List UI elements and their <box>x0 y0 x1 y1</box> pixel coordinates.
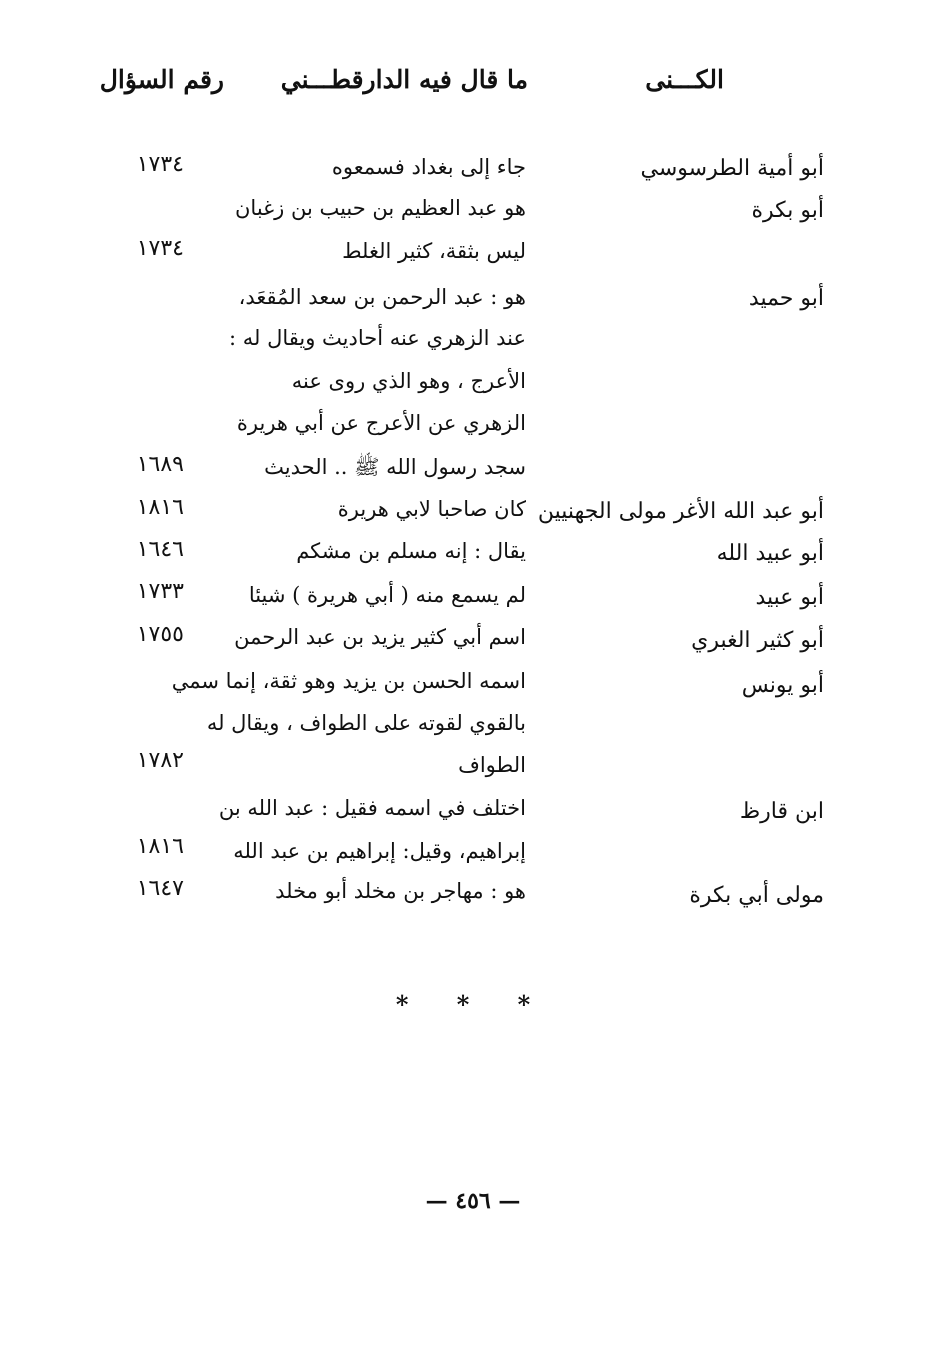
page-number: — ٤٥٦ — <box>425 1188 521 1214</box>
kunya-name: أبو عبيد الله <box>716 541 824 566</box>
daraqutni-statement: عند الزهري عنه أحاديث ويقال له : <box>228 326 526 350</box>
kunya-name: ابن قارظ <box>739 799 824 824</box>
question-number: ١٨١٦ <box>136 495 184 520</box>
kunya-name: أبو عبيد <box>755 585 824 610</box>
daraqutni-statement: هو عبد العظيم بن حبيب بن زغبان <box>235 196 526 220</box>
column-header-question-number: رقم السؤال <box>99 65 224 94</box>
question-number: ١٦٤٦ <box>136 537 184 562</box>
daraqutni-statement: لم يسمع منه ( أبي هريرة ) شيئا <box>248 583 526 607</box>
question-number: ١٧٣٣ <box>136 579 184 604</box>
question-number: ١٧٣٤ <box>136 236 184 261</box>
kunya-name: أبو أمية الطرسوسي <box>640 156 824 181</box>
kunya-name: أبو بكرة <box>751 198 824 223</box>
daraqutni-statement: سجد رسول الله ﷺ .. الحديث <box>264 455 526 479</box>
daraqutni-statement: يقال : إنه مسلم بن مشكم <box>296 539 526 563</box>
kunya-name: مولى أبي بكرة <box>689 883 824 908</box>
kunya-name: أبو كثير الغبري <box>691 628 824 653</box>
question-number: ١٦٤٧ <box>136 876 184 901</box>
daraqutni-statement: ليس بثقة، كثير الغلط <box>342 239 526 263</box>
daraqutni-statement: كان صاحبا لابي هريرة <box>337 497 526 521</box>
daraqutni-statement: الطواف <box>458 753 526 777</box>
kunya-name: أبو عبد الله الأغر مولى الجهنيين <box>537 499 824 524</box>
daraqutni-statement: إبراهيم، وقيل: إبراهيم بن عبد الله <box>233 839 526 863</box>
daraqutni-statement: هو : مهاجر بن مخلد أبو مخلد <box>275 879 526 903</box>
daraqutni-statement: اسمه الحسن بن يزيد وهو ثقة، إنما سمي <box>171 669 526 693</box>
column-header-kuna: الكـــنى <box>645 65 724 94</box>
section-separator-stars: * * * <box>395 990 551 1019</box>
daraqutni-statement: الزهري عن الأعرج عن أبي هريرة <box>236 411 526 435</box>
daraqutni-statement: اختلف في اسمه فقيل : عبد الله بن <box>218 796 526 820</box>
kunya-name: أبو يونس <box>741 673 824 698</box>
daraqutni-statement: الأعرج ، وهو الذي روى عنه <box>291 369 526 393</box>
daraqutni-statement: هو : عبد الرحمن بن سعد المُقعَد، <box>238 285 526 309</box>
question-number: ١٨١٦ <box>136 834 184 859</box>
kunya-name: أبو حميد <box>748 286 824 311</box>
column-header-daraqutni-said: ما قال فيه الدارقطـــني <box>280 65 528 94</box>
question-number: ١٧٣٤ <box>136 152 184 177</box>
question-number: ١٧٨٢ <box>136 748 184 773</box>
question-number: ١٧٥٥ <box>136 622 184 647</box>
question-number: ١٦٨٩ <box>136 452 184 477</box>
daraqutni-statement: اسم أبي كثير يزيد بن عبد الرحمن <box>234 625 526 649</box>
daraqutni-statement: جاء إلى بغداد فسمعوه <box>331 155 526 179</box>
daraqutni-statement: بالقوي لقوته على الطواف ، ويقال له <box>206 711 526 735</box>
